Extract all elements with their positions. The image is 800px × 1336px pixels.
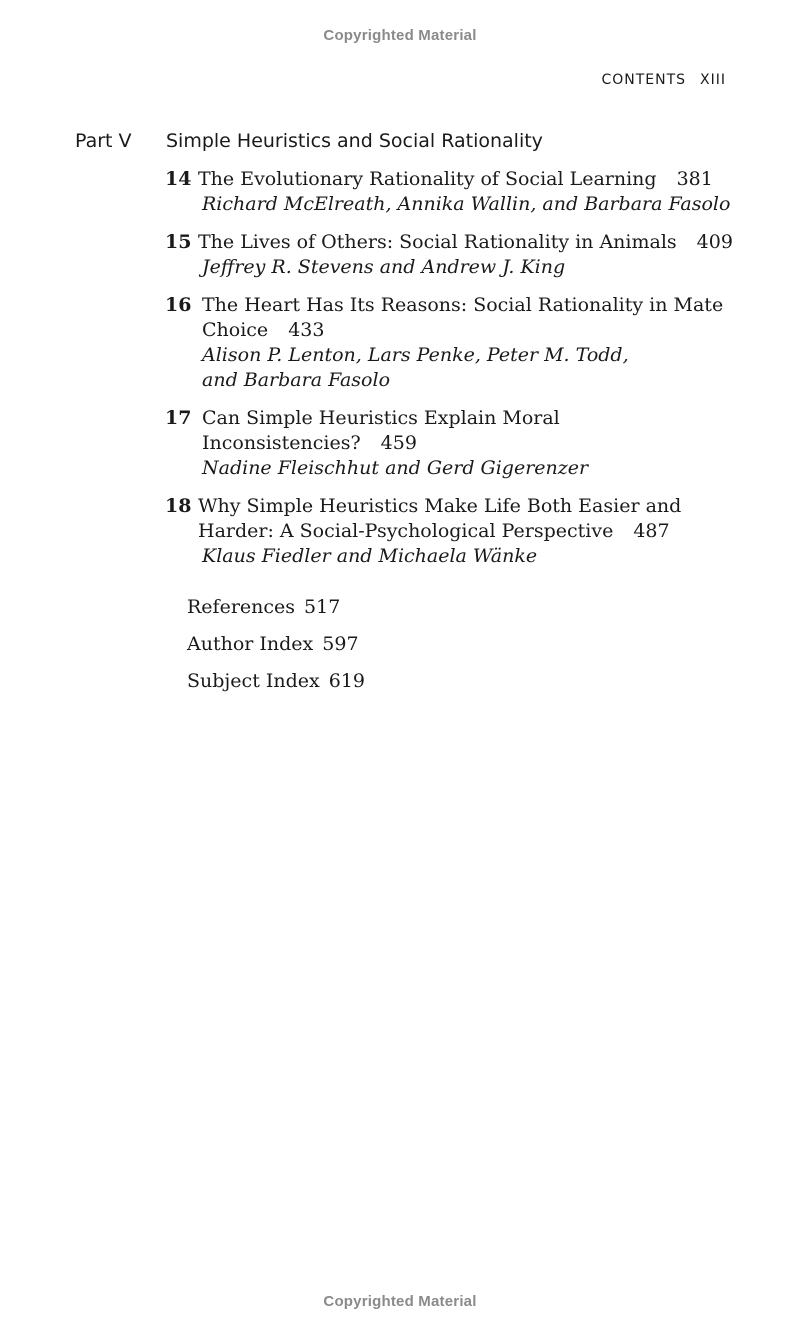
- backmatter-page-number: 619: [328, 670, 365, 692]
- backmatter-list: [187, 595, 365, 706]
- chapter-title: The Evolutionary Rationality of Social Learning 381: [198, 168, 713, 190]
- chapter-number: 15: [165, 231, 192, 253]
- chapter-page-number: 381: [676, 168, 713, 190]
- chapter-page-number: 487: [633, 520, 670, 542]
- running-head-section: CONTENTS: [601, 72, 687, 88]
- backmatter-subject-index: Subject Index 619: [187, 670, 365, 692]
- chapter-number: 18: [165, 495, 192, 517]
- chapter-page-number: 433: [288, 319, 325, 341]
- backmatter-references: References 517: [187, 596, 341, 618]
- chapter-entry-17: [165, 406, 745, 481]
- running-head-page-number: XIII: [700, 72, 726, 88]
- chapter-number: 17: [165, 407, 192, 429]
- chapter-title: Can Simple Heuristics Explain Moral Inconsistencies? 459: [202, 407, 560, 454]
- backmatter-page-number: 517: [304, 596, 341, 618]
- chapter-entry-18: [165, 494, 745, 569]
- chapter-page-number: 459: [380, 432, 417, 454]
- chapter-title: Why Simple Heuristics Make Life Both Easier and Harder: A Social-Psychological Perspective 487: [198, 495, 682, 542]
- chapter-number: 16: [165, 294, 192, 316]
- chapter-number: 14: [165, 168, 192, 190]
- chapter-authors: Jeffrey R. Stevens and Andrew J. King: [202, 256, 566, 278]
- chapter-page-number: 409: [696, 231, 733, 253]
- chapter-title: The Heart Has Its Reasons: Social Rationality in Mate Choice 433: [202, 294, 724, 341]
- chapter-list: [165, 167, 745, 582]
- part-title: Simple Heuristics and Social Rationality: [166, 130, 543, 152]
- part-label: Part V: [75, 130, 132, 152]
- chapter-entry-15: [165, 230, 745, 280]
- running-head: [601, 72, 726, 88]
- backmatter-author-index: Author Index 597: [187, 633, 359, 655]
- chapter-authors: Klaus Fiedler and Michaela Wänke: [202, 545, 538, 567]
- chapter-entry-14: [165, 167, 745, 217]
- chapter-title: The Lives of Others: Social Rationality in Animals 409: [198, 231, 733, 253]
- chapter-authors: Alison P. Lenton, Lars Penke, Peter M. Todd, and Barbara Fasolo: [202, 344, 629, 391]
- chapter-authors: Nadine Fleischhut and Gerd Gigerenzer: [202, 457, 589, 479]
- copyright-watermark-bottom: Copyrighted Material: [323, 1293, 477, 1310]
- copyright-watermark-top: Copyrighted Material: [323, 27, 477, 44]
- chapter-authors: Richard McElreath, Annika Wallin, and Barbara Fasolo: [202, 193, 731, 215]
- backmatter-page-number: 597: [322, 633, 359, 655]
- chapter-entry-16: [165, 293, 745, 393]
